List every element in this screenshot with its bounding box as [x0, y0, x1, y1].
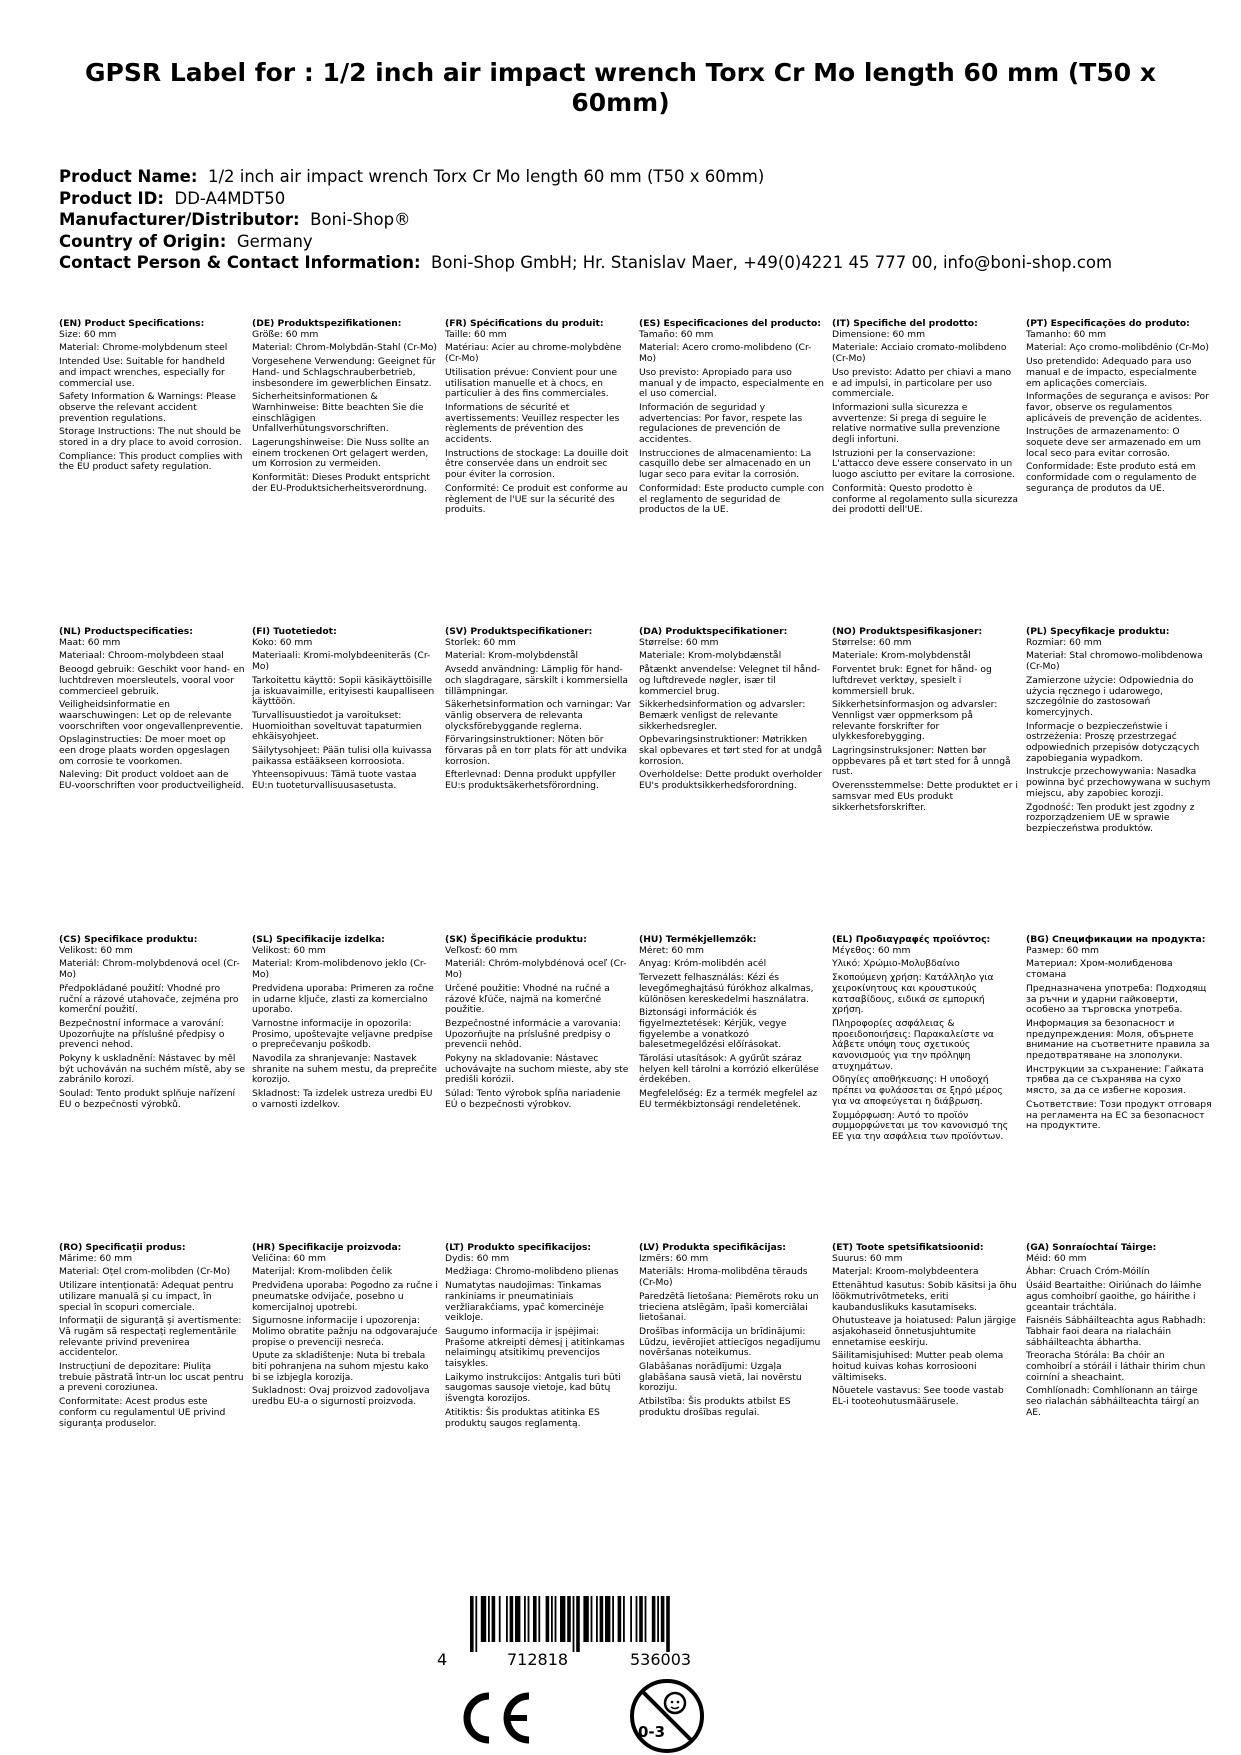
barcode-bar: [645, 1596, 647, 1642]
spec-block: [832, 319, 1022, 519]
spec-block-heading: (DA) Produktspecifikationer:: [639, 626, 788, 637]
barcode-bar: [666, 1596, 670, 1652]
spec-line: Istruzioni per la conservazione: L'attacco deve essere conservato in un luogo asciutto per evitare la corrosione.: [832, 447, 1016, 481]
spec-block: [639, 627, 829, 795]
spec-line: Forventet bruk: Egnet for hånd- og luftdrevet verktøy, spesielt i kommersiell bruk.: [832, 664, 992, 697]
barcode-bar: [528, 1596, 530, 1642]
spec-block: [445, 935, 635, 1114]
spec-block: [59, 319, 249, 476]
spec-line: Drošības informācija un brīdinājumi: Lūdzu, ievērojiet attiecīgos negadījumu novēršanas noteikumus.: [639, 1325, 821, 1359]
spec-block-heading: (RO) Specificații produs:: [59, 1242, 186, 1253]
barcode-bar: [623, 1596, 625, 1642]
spec-line: Informações de segurança e avisos: Por favor, observe os regulamentos aplicáveis de prevenção de acidentes.: [1026, 391, 1209, 424]
spec-line: Avsedd användning: Lämplig för hand- och slagdragare, särskilt i kommersiella tillämpningar.: [445, 664, 629, 697]
spec-line: Instrucciones de almacenamiento: La casquillo debe ser almacenado en un lugar seco para evitar la corrosión.: [639, 447, 812, 481]
spec-line: Lagringsinstruksjoner: Nøtten bør oppbevares på et tørt sted for å unngå rust.: [832, 745, 1011, 778]
spec-line: Beoogd gebruik: Geschikt voor hand- en luchtdreven moersleutels, vooral voor commercieel gebruik.: [59, 664, 245, 697]
spec-block: [1026, 935, 1216, 1135]
spec-line: Informacje o bezpieczeństwie i ostrzeżenia: Proszę przestrzegać odpowiednich przepisów dotyczących zapobiegania wypadkom.: [1026, 720, 1200, 764]
spec-line: Tamaño: 60 mm: [639, 328, 714, 340]
spec-block: [1026, 627, 1216, 838]
spec-block: [639, 1243, 829, 1422]
spec-line: Πληροφορίες ασφάλειας & προειδοποιήσεις: Παρακαλείστε να λάβετε υπόψη τους σχετικούς κανονισμούς για την πρόληψη ατυχημάτων.: [832, 1017, 994, 1072]
spec-line: Tarkoitettu käyttö: Sopii käsikäyttöisille ja iskuavaimille, erityisesti kaupalliseen käyttöön.: [252, 674, 435, 708]
barcode-bar: [475, 1596, 477, 1652]
spec-line: Biztonsági információk és figyelmeztetések: Kérjük, vegye figyelembe a vonatkozó balesetmegelőzési előírásokat.: [639, 1007, 787, 1051]
spec-line: Material: Acero cromo-molibdeno (Cr-Mo): [639, 342, 812, 365]
spec-line: Nõuetele vastavus: See toode vastab EL-i tooteohutusmäärusele.: [832, 1385, 1004, 1408]
spec-line: Sicherheitsinformationen & Warnhinweise: Bitte beachten Sie die einschlägigen Unfallverhütungsvorschriften.: [252, 391, 424, 435]
spec-line: Materjal: Kroom-molybdeentera: [832, 1266, 979, 1278]
barcode: [470, 1596, 736, 1652]
spec-block-heading: (NL) Productspecificaties:: [59, 626, 193, 637]
spec-block-heading: (DE) Produktspezifikationen:: [252, 318, 402, 329]
spec-line: Dimensione: 60 mm: [832, 328, 926, 340]
spec-line: Turvallisuustiedot ja varoitukset: Huomioithan soveltuvat tapaturmien ehkäisyohjeet.: [252, 709, 422, 743]
barcode-bar: [538, 1596, 540, 1642]
spec-line: Storage Instructions: The nut should be stored in a dry place to avoid corrosion.: [59, 426, 242, 449]
spec-block: [252, 627, 442, 795]
spec-line: Instructions de stockage: La douille doit être conservée dans un endroit sec pour éviter la corrosion.: [445, 447, 629, 481]
spec-block-heading: (NO) Produktspesifikasjoner:: [832, 626, 983, 637]
spec-block-heading: (EN) Product Specifications:: [59, 318, 205, 329]
spec-line: Conformité: Ce produit est conforme au règlement de l'UE sur la sécurité des produits.: [445, 482, 628, 516]
barcode-digit-first: 4: [437, 1650, 448, 1669]
spec-line: Rozmiar: 60 mm: [1026, 636, 1102, 648]
barcode-bar: [591, 1596, 593, 1642]
barcode-bar: [618, 1596, 622, 1642]
spec-line: Overholdelse: Dette produkt overholder EU's produktsikkerhedsforordning.: [639, 769, 823, 792]
spec-line: Материал: Хром-молибденова стомана: [1026, 958, 1173, 981]
spec-block: [252, 319, 442, 498]
spec-line: Materiale: Krom-molybdenstål: [832, 650, 971, 662]
spec-block: [59, 935, 249, 1114]
spec-line: Saugumo informacija ir įspėjimai: Prašome atkreipti dėmesį į atitinkamas nelaimingų atsitikimų prevencijos taisykles.: [445, 1325, 625, 1370]
spec-line: Predviđena uporaba: Pogodno za ručne i pneumatske odvijače, posebno u komercijalnoj upotrebi.: [252, 1280, 438, 1313]
spec-line: Påtænkt anvendelse: Velegnet til hånd- og luftdrevede nøgler, især til kommerciel brug.: [639, 664, 821, 697]
not-for-children-0-3-icon: [628, 1677, 706, 1755]
barcode-digits-left: 712818: [507, 1650, 569, 1669]
spec-line: Veľkosť: 60 mm: [445, 944, 518, 956]
spec-block: [1026, 319, 1216, 498]
spec-line: Størrelse: 60 mm: [639, 636, 719, 648]
spec-line: Materiaal: Chroom-molybdeen staal: [59, 650, 224, 662]
spec-line: Utilisation prévue: Convient pour une utilisation manuelle et à chocs, en particulier à des fins commerciales.: [445, 366, 618, 400]
spec-line: Konformität: Dieses Produkt entspricht der EU-Produktsicherheitsverordnung.: [252, 472, 430, 494]
barcode-bar: [470, 1596, 474, 1652]
spec-block-heading: (LT) Produkto specifikacijos:: [445, 1242, 592, 1253]
spec-line: Suurus: 60 mm: [832, 1252, 903, 1264]
spec-line: Overensstemmelse: Dette produktet er i samsvar med EUs produkt sikkerhetsforskrifter.: [832, 780, 1018, 813]
spec-line: Informations de sécurité et avertissements: Veuillez respecter les règlements de prévention des accidents.: [445, 401, 620, 446]
barcode-bar: [567, 1596, 571, 1642]
barcode-bar: [636, 1596, 638, 1642]
spec-block-heading: (HU) Termékjellemzők:: [639, 934, 757, 945]
spec-block-heading: (PT) Especificações do produto:: [1026, 318, 1190, 329]
spec-line: Opbevaringsinstruktioner: Møtrikken skal opbevares et tørt sted for at undgå korrosion.: [639, 734, 823, 767]
spec-line: Určené použitie: Vhodné na ručné a rázové kľúče, najmä na komerčné použitie.: [445, 982, 610, 1016]
spec-block-heading: (EL) Προδιαγραφές προϊόντος:: [832, 934, 991, 945]
spec-line: Bezpečnostné informácie a varovania: Upozorňujte na príslušné predpisy o prevencii nehôd.: [445, 1017, 622, 1051]
spec-line: Materiale: Krom-molybdænstål: [639, 650, 782, 662]
spec-line: Material: Chrom-Molybdän-Stahl (Cr-Mo): [252, 342, 438, 354]
info-product-name: Product Name: 1/2 inch air impact wrench Torx Cr Mo length 60 mm (T50 x 60mm): [59, 167, 765, 186]
spec-block: [252, 935, 442, 1114]
spec-line: Υλικό: Χρώμιο-Μολυβδαίνιο: [832, 958, 960, 970]
barcode-bar: [510, 1596, 514, 1642]
spec-line: Conformidade: Este produto está em conformidade com o regulamento de segurança de produtos da UE.: [1026, 461, 1197, 494]
spec-line: Förvaringsinstruktioner: Nöten bör förvaras på en torr plats för att undvika korrosion.: [445, 734, 628, 767]
spec-line: Opslaginstructies: De moer moet op een droge plaats worden opgeslagen om corrosie te voorkomen.: [59, 734, 230, 767]
spec-line: Materijal: Krom-molibden čelik: [252, 1266, 393, 1278]
spec-line: Storlek: 60 mm: [445, 636, 516, 648]
spec-line: Material: Krom-molybdenstål: [445, 650, 579, 662]
barcode-bar: [605, 1596, 610, 1642]
spec-line: Tárolási utasítások: A gyűrűt száraz helyen kell tárolni a korrózió elkerülése érdekében.: [639, 1053, 819, 1086]
spec-block: [832, 627, 1022, 816]
info-product-id: Product ID: DD-A4MDT50: [59, 188, 286, 208]
info-manufacturer: Manufacturer/Distributor: Boni-Shop®: [59, 210, 411, 229]
spec-line: Materiał: Stal chromowo-molibdenowa (Cr-Mo): [1026, 650, 1203, 673]
spec-line: Συμμόρφωση: Αυτό το προϊόν συμμορφώνεται με τον κανονισμό της ΕΕ για την ασφάλεια των προϊόντων.: [832, 1109, 1009, 1142]
barcode-bar: [481, 1596, 486, 1642]
info-country: Country of Origin: Germany: [59, 231, 313, 251]
spec-block-heading: (SV) Produktspecifikationer:: [445, 626, 593, 637]
spec-block-heading: (ET) Toote spetsifikatsioonid:: [832, 1242, 984, 1253]
barcode-bar: [499, 1596, 501, 1642]
spec-line: Intended Use: Suitable for handheld and impact wrenches, especially for commercial use.: [59, 356, 225, 389]
barcode-bar: [639, 1596, 643, 1642]
spec-block: [252, 1243, 442, 1411]
spec-line: Yhteensopivuus: Tämä tuote vastaa EU:n tuoteturvallisuusasetusta.: [252, 769, 417, 792]
spec-line: Efterlevnad: Denna produkt uppfyller EU:s produktsäkerhetsförordning.: [445, 769, 616, 792]
spec-line: Material: Krom-molibdenovo jeklo (Cr-Mo): [252, 958, 427, 981]
spec-line: Σκοπούμενη χρήση: Κατάλληλο για χειροκίνητους και κρουστικούς κατσαβίδους, ειδικά σε εμπορική χρήση.: [832, 972, 994, 1016]
spec-line: Navodila za shranjevanje: Nastavek shranite na suhem mestu, da preprečite korozijo.: [252, 1053, 437, 1086]
spec-line: Size: 60 mm: [59, 328, 117, 340]
spec-block-heading: (ES) Especificaciones del producto:: [639, 318, 821, 329]
spec-line: Taille: 60 mm: [445, 328, 507, 340]
spec-line: Размер: 60 mm: [1026, 944, 1099, 956]
spec-line: Conformità: Questo prodotto è conforme al regolamento sulla sicurezza dei prodotti dell'UE.: [832, 482, 1019, 516]
spec-line: Naleving: Dit product voldoet aan de EU-voorschriften voor productveiligheid.: [59, 769, 245, 792]
barcode-bar: [533, 1596, 537, 1642]
barcode-bar: [596, 1596, 598, 1642]
barcode-bar: [661, 1596, 665, 1642]
spec-line: Veiligheidsinformatie en waarschuwingen: Let op de relevante voorschriften voor ongevallenpreventie.: [59, 699, 244, 732]
spec-block-heading: (PL) Specyfikacje produktu:: [1026, 626, 1170, 637]
spec-line: Uso previsto: Apropiado para uso manual y de impacto, especialmente en el uso comercial.: [639, 366, 824, 400]
barcode-bar: [573, 1596, 575, 1652]
spec-line: Atitiktis: Šis produktas atitinka ES produktų saugos reglamentą.: [445, 1406, 600, 1429]
spec-line: Sigurnosne informacije i upozorenja: Molimo obratite pažnju na odgovarajuće propise o prevenciji nesreća.: [252, 1315, 438, 1348]
spec-block-heading: (BG) Спецификации на продукта:: [1026, 934, 1206, 945]
spec-line: Material: Oțel crom-molibden (Cr-Mo): [59, 1266, 231, 1278]
spec-line: Faisnéis Sábháilteachta agus Rabhadh: Tabhair faoi deara na rialacháin sábháilteachta ábhartha.: [1026, 1315, 1206, 1348]
spec-line: Инструкции за съхранение: Гайката трябва да се съхранява на сухо място, за да се избегне корозия.: [1026, 1063, 1204, 1097]
spec-line: Tervezett felhasználás: Kézi és levegőmeghajtású fúrókhoz alkalmas, különösen kereskedelmi használatra.: [639, 972, 814, 1005]
spec-line: Material: Aço cromo-molibdênio (Cr-Mo): [1026, 342, 1209, 354]
info-contact: Contact Person & Contact Information: Boni-Shop GmbH; Hr. Stanislav Maer, +49(0)4221 45 777 00, info@boni-shop.com: [59, 253, 1113, 272]
product-info: [59, 166, 1209, 274]
spec-line: Zgodność: Ten produkt jest zgodny z rozporządzeniem UE w sprawie bezpieczeństwa produktów.: [1026, 801, 1195, 834]
spec-line: Comhlíonadh: Comhlíonann an táirge seo rialachán sábháilteachta táirgí an AE.: [1026, 1385, 1200, 1418]
spec-line: Veličina: 60 mm: [252, 1252, 326, 1264]
spec-line: Súlad: Tento výrobok spĺňa nariadenie EÚ o bezpečnosti výrobkov.: [445, 1088, 621, 1110]
spec-line: Maat: 60 mm: [59, 636, 121, 648]
spec-line: Predvidena uporaba: Primeren za ročne in udarne ključe, zlasti za komercialno uporabo.: [252, 982, 434, 1016]
spec-line: Sikkerhedsinformation og advarsler: Bemærk venligst de relevante sikkerhedsregler.: [639, 699, 806, 732]
barcode-bar: [506, 1596, 508, 1642]
spec-block: [445, 319, 635, 519]
spec-line: Lagerungshinweise: Die Nuss sollte an einem trockenen Ort gelagert werden, um Korrosion zu vermeiden.: [252, 437, 430, 470]
spec-line: Glabāšanas norādījumi: Uzgaļa glabāšana sausā vietā, lai novērstu koroziju.: [639, 1361, 802, 1394]
barcode-bar: [546, 1596, 550, 1642]
spec-line: Dydis: 60 mm: [445, 1252, 510, 1264]
spec-line: Säilitamisjuhised: Mutter peab olema hoitud kuivas kohas korrosiooni vältimiseks.: [832, 1350, 1004, 1383]
barcode-digits-right: 536003: [630, 1650, 692, 1669]
spec-line: Laikymo instrukcijos: Antgalis turi būti saugomas sausoje vietoje, kad būtų išvengta korozijos.: [445, 1371, 621, 1405]
barcode-bar: [657, 1596, 659, 1642]
spec-line: Předpokládané použití: Vhodné pro ruční a rázové utahovače, zejména pro komerční použití.: [59, 982, 239, 1016]
barcode-bar: [492, 1596, 496, 1642]
spec-block-heading: (SK) Špecifikácie produktu:: [445, 934, 587, 945]
spec-block: [445, 1243, 635, 1432]
spec-line: Méret: 60 mm: [639, 944, 704, 956]
spec-line: Paredzētā lietošana: Piemērots roku un trieciena atslēgām, īpaši komerciālai lietošanai.: [639, 1290, 819, 1324]
spec-line: Instrukcje przechowywania: Nasadka powinna być przechowywana w suchym miejscu, aby zapobiec korozji.: [1026, 766, 1211, 799]
spec-line: Méid: 60 mm: [1026, 1252, 1087, 1264]
spec-line: Materiál: Chrom-molybdenová ocel (Cr-Mo): [59, 958, 240, 981]
barcode-bar: [555, 1596, 557, 1642]
spec-line: Größe: 60 mm: [252, 328, 319, 340]
spec-line: Instruções de armazenamento: O soquete deve ser armazenado em um local seco para evitar corrosão.: [1026, 426, 1201, 459]
spec-block-heading: (GA) Sonraíochtaí Táirge:: [1026, 1242, 1157, 1253]
spec-line: Materiaali: Kromi-molybdeeniteräs (Cr-Mo): [252, 650, 431, 673]
spec-line: Informații de siguranță și avertismente: Vă rugăm să respectați reglementările relevante privind prevenirea accidentelor.: [59, 1315, 242, 1359]
spec-line: Koko: 60 mm: [252, 636, 313, 648]
age-range-label: 0-3: [638, 1723, 666, 1741]
spec-block: [639, 319, 829, 519]
spec-line: Úsáid Beartaithe: Oiriúnach do láimhe agus comhoibrí gaoithe, go háirithe i gceantair tráchtála.: [1026, 1280, 1202, 1313]
spec-line: Material: Chrome-molybdenum steel: [59, 342, 228, 354]
barcode-bar: [551, 1596, 553, 1642]
spec-line: Safety Information & Warnings: Please observe the relevant accident prevention regulations.: [59, 391, 236, 424]
spec-block: [832, 1243, 1022, 1411]
spec-line: Bezpečnostní informace a varování: Upozorňujte na příslušné předpisy o prevenci nehod.: [59, 1017, 225, 1051]
spec-line: Ábhar: Cruach Cróm-Móilín: [1026, 1266, 1150, 1278]
spec-line: Conformitate: Acest produs este conform cu regulamentul UE privind siguranța produselor.: [59, 1396, 226, 1429]
spec-block: [832, 935, 1022, 1146]
barcode-bar: [583, 1596, 588, 1642]
spec-line: Medžiaga: Chromo-molibdeno plienas: [445, 1266, 619, 1278]
spec-line: Uso pretendido: Adequado para uso manual e de impacto, especialmente em aplicações comerciais.: [1026, 356, 1197, 389]
spec-line: Uso previsto: Adatto per chiavi a mano e ad impulsi, in particolare per uso commerciale.: [832, 366, 1012, 400]
spec-line: Numatytas naudojimas: Tinkamas rankiniams ir pneumatiniais veržliarakčiams, ypač komercinėje veikloje.: [445, 1280, 604, 1324]
spec-line: Información de seguridad y advertencias: Por favor, respete las regulaciones de prevención de accidentes.: [639, 401, 803, 446]
spec-line: Vorgesehene Verwendung: Geeignet für Hand- und Schlagschrauberbetrieb, insbesondere im gewerblichen Einsatz.: [252, 356, 436, 389]
spec-block-heading: (CS) Specifikace produktu:: [59, 934, 198, 945]
spec-block-heading: (HR) Specifikacije proizvoda:: [252, 1242, 402, 1253]
spec-line: Instrucțiuni de depozitare: Piulița trebuie păstrată într-un loc uscat pentru a preveni coroziunea.: [59, 1361, 244, 1394]
spec-line: Soulad: Tento produkt splňuje nařízení EU o bezpečnosti výrobků.: [59, 1088, 236, 1110]
spec-line: Съответствие: Този продукт отговаря на регламента на ЕС за безопасност на продуктите.: [1026, 1098, 1212, 1132]
spec-block-heading: (IT) Specifiche del prodotto:: [832, 318, 978, 329]
spec-line: Ohutusteave ja hoiatused: Palun järgige asjakohaseid õnnetusjuhtumite ennetamise eeskirju.: [832, 1315, 1016, 1348]
spec-line: Μέγεθος: 60 mm: [832, 944, 911, 956]
spec-block: [59, 1243, 249, 1432]
spec-line: Sukladnost: Ovaj proizvod zadovoljava uredbu EU-a o sigurnosti proizvoda.: [252, 1385, 430, 1408]
spec-line: Pokyny na skladovanie: Nástavec uchovávajte na suchom mieste, aby ste predišli korózii.: [445, 1053, 629, 1086]
spec-line: Atbilstība: Šis produkts atbilst ES produktu drošības regulai.: [639, 1396, 791, 1418]
spec-line: Izmērs: 60 mm: [639, 1252, 709, 1264]
spec-line: Compliance: This product complies with the EU product safety regulation.: [59, 450, 243, 473]
spec-line: Οδηγίες αποθήκευσης: Η υποδοχή πρέπει να φυλάσσεται σε ξηρό μέρος για να αποφεύγεται η διάβρωση.: [832, 1074, 1003, 1107]
spec-line: Matériau: Acier au chrome-molybdène (Cr-Mo): [445, 342, 622, 365]
spec-line: Säilytysohjeet: Pään tulisi olla kuivassa paikassa estääkseen korroosiota.: [252, 745, 432, 767]
spec-line: Velikost: 60 mm: [59, 944, 133, 956]
spec-line: Tamanho: 60 mm: [1026, 328, 1107, 340]
barcode-bar: [515, 1596, 520, 1642]
spec-block-heading: (LV) Produkta specifikācijas:: [639, 1242, 786, 1253]
spec-line: Størrelse: 60 mm: [832, 636, 912, 648]
spec-line: Velikost: 60 mm: [252, 944, 326, 956]
spec-block-heading: (FI) Tuotetiedot:: [252, 626, 337, 637]
spec-line: Megfelelőség: Ez a termék megfelel az EU termékbiztonsági rendeletének.: [639, 1088, 818, 1110]
spec-line: Sikkerhetsinformasjon og advarsler: Vennligst vær oppmerksom på relevante forskrifter for ulykkesforebygging.: [832, 699, 998, 743]
ce-mark-icon: [455, 1688, 535, 1748]
spec-block: [59, 627, 249, 795]
spec-line: Предназначена употреба: Подходящ за ръчни и ударни гайковерти, особено за търговска употреба.: [1026, 982, 1207, 1016]
spec-line: Mărime: 60 mm: [59, 1252, 133, 1264]
barcode-bar: [652, 1596, 656, 1642]
spec-line: Anyag: Króm-molibdén acél: [639, 958, 767, 970]
barcode-bar: [560, 1596, 565, 1642]
barcode-bar: [612, 1596, 614, 1642]
barcode-bar: [600, 1596, 604, 1642]
spec-line: Ettenähtud kasutus: Sobib käsitsi ja õhu löökmutrivõtmeteks, eriti kaubanduslikuks kasutamiseks.: [832, 1280, 1017, 1313]
barcode-bar: [488, 1596, 490, 1642]
spec-line: Utilizare intenționată: Adequat pentru utilizare manuală și cu impact, în special în scopuri comerciale.: [59, 1280, 234, 1313]
spec-line: Информация за безопасност и предупреждения: Моля, обърнете внимание на съответните правила за предотвратяване на злополуки.: [1026, 1017, 1210, 1062]
spec-block: [445, 627, 635, 795]
barcode-bar: [630, 1596, 632, 1642]
page-title: GPSR Label for : 1/2 inch air impact wrench Torx Cr Mo length 60 mm (T50 x 60mm): [85, 58, 1156, 117]
spec-block-heading: (FR) Spécifications du produit:: [445, 318, 604, 329]
spec-line: Conformidad: Este producto cumple con el reglamento de seguridad de productos de la UE.: [639, 482, 825, 516]
spec-line: Pokyny k uskladnění: Nástavec by měl být uchováván na suchém místě, aby se zabránilo korozi.: [59, 1053, 246, 1086]
spec-line: Varnostne informacije in opozorila: Prosimo, upoštevajte veljavne predpise o preprečevanju poškodb.: [252, 1017, 433, 1051]
spec-line: Upute za skladištenje: Nuta bi trebala biti pohranjena na suhom mjestu kako bi se izbjegla korozija.: [252, 1350, 429, 1383]
spec-block: [1026, 1243, 1216, 1422]
barcode-bar: [524, 1596, 526, 1642]
spec-line: Skladnost: Ta izdelek ustreza uredbi EU o varnosti izdelkov.: [252, 1088, 433, 1110]
spec-block: [639, 935, 829, 1114]
spec-line: Treoracha Stórála: Ba chóir an comhoibrí a stóráil i láthair thirim chun coirníní a sheachaint.: [1026, 1350, 1206, 1383]
spec-line: Materiale: Acciaio cromato-molibdeno (Cr-Mo): [832, 342, 1007, 365]
spec-line: Materiál: Chróm-molybdénová oceľ (Cr-Mo): [445, 958, 627, 981]
spec-line: Zamierzone użycie: Odpowiednia do użycia ręcznego i udarowego, szczególnie do zastosowań komercyjnych.: [1026, 674, 1194, 718]
spec-line: Informazioni sulla sicurezza e avvertenze: Si prega di seguire le relative normative sulla prevenzione degli infortuni.: [832, 401, 1001, 446]
barcode-bar: [576, 1596, 580, 1652]
spec-line: Materiāls: Hroma-molibdēna tērauds (Cr-Mo): [639, 1266, 808, 1289]
spec-line: Säkerhetsinformation och varningar: Var vänlig observera de relevanta olycksförebyggande reglerna.: [445, 699, 631, 732]
spec-block-heading: (SL) Specifikacije izdelka:: [252, 934, 385, 945]
